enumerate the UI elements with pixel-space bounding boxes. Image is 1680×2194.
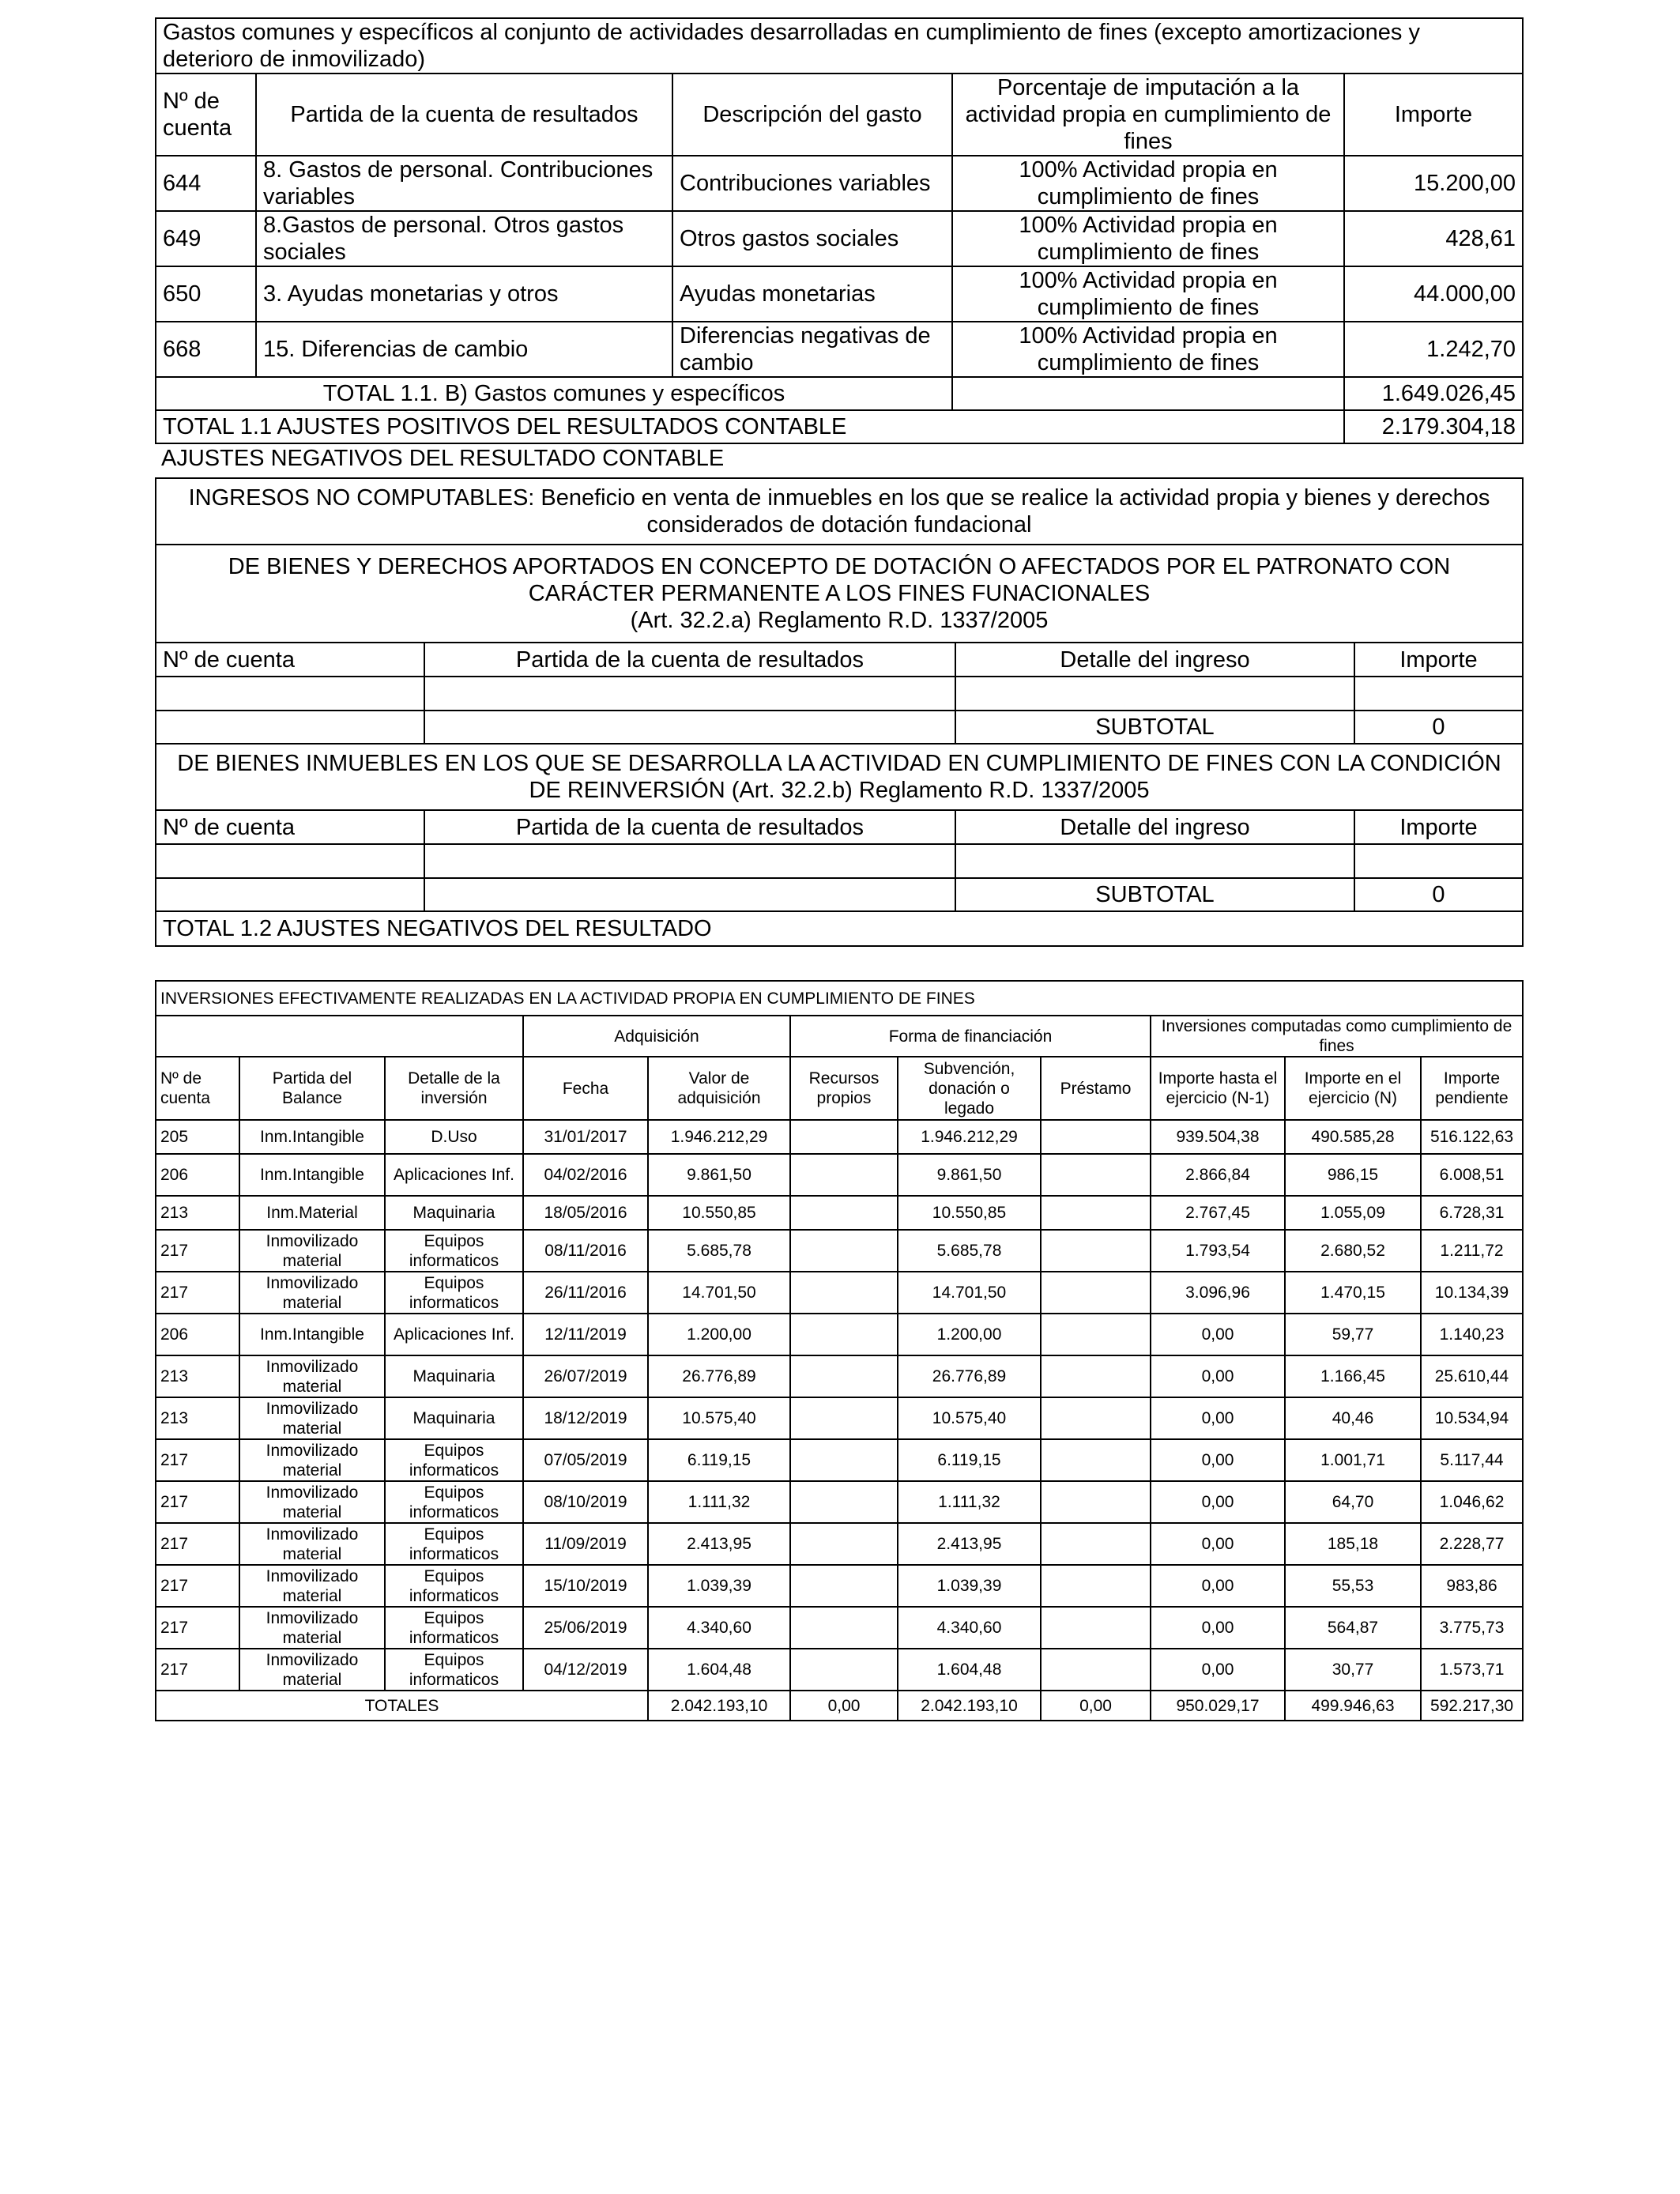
cell-cuenta: 213: [156, 1355, 239, 1397]
subtotal-a-label: SUBTOTAL: [955, 711, 1354, 744]
cell-detalle: Equipos informaticos: [385, 1607, 523, 1649]
cell-partida: Inmovilizado material: [239, 1649, 385, 1691]
subtotal-b-value: 0: [1354, 878, 1523, 911]
cell-ejercicio: 59,77: [1285, 1314, 1421, 1355]
cell-hasta: 0,00: [1151, 1565, 1285, 1607]
cell-hasta: 939.504,38: [1151, 1120, 1285, 1154]
cell-fecha: 07/05/2019: [523, 1439, 648, 1481]
cell-porcentaje: 100% Actividad propia en cumplimiento de fines: [952, 211, 1344, 266]
cell-pendiente: 983,86: [1421, 1565, 1523, 1607]
cell-prestamo: [1041, 1314, 1151, 1355]
cell-prestamo: [1041, 1481, 1151, 1523]
cell-cuenta: 649: [156, 211, 256, 266]
header-fecha: Fecha: [523, 1057, 648, 1120]
seccion-b-title: DE BIENES INMUEBLES EN LOS QUE SE DESARROLLA LA ACTIVIDAD EN CUMPLIMIENTO DE FINES CON LA CONDICIÓN DE REINVERSIÓN (Art. 32.2.b) Reglamento R.D. 1337/2005: [156, 744, 1523, 810]
header-recursos: Recursos propios: [790, 1057, 898, 1120]
cell-detalle: Maquinaria: [385, 1397, 523, 1439]
cell-recursos: [790, 1439, 898, 1481]
header-importe: Importe: [1354, 810, 1523, 844]
ingresos-no-computables-title: INGRESOS NO COMPUTABLES: Beneficio en venta de inmuebles en los que se realice la actividad propia y bienes y derechos considerados de dotación fundacional: [156, 478, 1523, 545]
cell-hasta: 0,00: [1151, 1439, 1285, 1481]
cell-partida: Inm.Intangible: [239, 1154, 385, 1196]
cell-fecha: 08/11/2016: [523, 1230, 648, 1272]
cell-pendiente: 1.046,62: [1421, 1481, 1523, 1523]
cell-partida: 8.Gastos de personal. Otros gastos sociales: [256, 211, 672, 266]
cell-porcentaje: 100% Actividad propia en cumplimiento de fines: [952, 322, 1344, 377]
cell-hasta: 2.767,45: [1151, 1196, 1285, 1230]
cell-pendiente: 516.122,63: [1421, 1120, 1523, 1154]
gastos-section-title: Gastos comunes y específicos al conjunto de actividades desarrolladas en cumplimiento de fines (excepto amortizaciones y deterioro de inmovilizado): [156, 18, 1523, 74]
empty-row: [156, 677, 1523, 711]
cell-subvencion: 9.861,50: [898, 1154, 1041, 1196]
cell-importe: 428,61: [1344, 211, 1523, 266]
cell-partida: Inmovilizado material: [239, 1481, 385, 1523]
cell-detalle: Equipos informaticos: [385, 1523, 523, 1565]
cell-subvencion: 26.776,89: [898, 1355, 1041, 1397]
header-partida: Partida de la cuenta de resultados: [424, 643, 955, 677]
cell-pendiente: 10.134,39: [1421, 1272, 1523, 1314]
table-row: [156, 211, 1523, 266]
inversiones-body: [156, 1120, 1523, 1691]
table-row: [156, 1649, 1523, 1691]
cell-partida: Inmovilizado material: [239, 1439, 385, 1481]
cell-detalle: Equipos informaticos: [385, 1649, 523, 1691]
cell-descripcion: Diferencias negativas de cambio: [672, 322, 952, 377]
cell-detalle: Aplicaciones Inf.: [385, 1314, 523, 1355]
total-b-empty: [952, 377, 1344, 410]
group-adquisicion: Adquisición: [523, 1016, 790, 1057]
cell-fecha: 12/11/2019: [523, 1314, 648, 1355]
cell-recursos: [790, 1196, 898, 1230]
cell-cuenta: 217: [156, 1649, 239, 1691]
cell-cuenta: 213: [156, 1397, 239, 1439]
cell-hasta: 0,00: [1151, 1397, 1285, 1439]
cell-recursos: [790, 1607, 898, 1649]
cell-pendiente: 3.775,73: [1421, 1607, 1523, 1649]
cell-partida: Inmovilizado material: [239, 1355, 385, 1397]
header-cuenta: Nº de cuenta: [156, 810, 424, 844]
cell-recursos: [790, 1314, 898, 1355]
table-row: [156, 1355, 1523, 1397]
cell-partida: Inmovilizado material: [239, 1565, 385, 1607]
cell-subvencion: 2.413,95: [898, 1523, 1041, 1565]
header-valor: Valor de adquisición: [648, 1057, 790, 1120]
cell-ejercicio: 40,46: [1285, 1397, 1421, 1439]
cell-ejercicio: 490.585,28: [1285, 1120, 1421, 1154]
cell-valor: 1.946.212,29: [648, 1120, 790, 1154]
totales-prestamo: 0,00: [1041, 1691, 1151, 1721]
cell-subvencion: 10.575,40: [898, 1397, 1041, 1439]
header-detalle: Detalle del ingreso: [955, 810, 1354, 844]
seccion-a-title-line1: DE BIENES Y DERECHOS APORTADOS EN CONCEPTO DE DOTACIÓN O AFECTADOS POR EL PATRONATO CON CARÁCTER PERMANENTE A LOS FINES FUNACIONALES: [228, 554, 1451, 606]
cell-prestamo: [1041, 1272, 1151, 1314]
header-cuenta: Nº de cuenta: [156, 74, 256, 156]
cell-descripcion: Contribuciones variables: [672, 156, 952, 211]
cell-pendiente: 25.610,44: [1421, 1355, 1523, 1397]
cell-recursos: [790, 1120, 898, 1154]
cell-cuenta: 213: [156, 1196, 239, 1230]
cell-ejercicio: 55,53: [1285, 1565, 1421, 1607]
cell-valor: 6.119,15: [648, 1439, 790, 1481]
cell-ejercicio: 64,70: [1285, 1481, 1421, 1523]
cell-prestamo: [1041, 1230, 1151, 1272]
cell-ejercicio: 30,77: [1285, 1649, 1421, 1691]
cell-recursos: [790, 1230, 898, 1272]
header-detalle: Detalle del ingreso: [955, 643, 1354, 677]
header-detalle: Detalle de la inversión: [385, 1057, 523, 1120]
cell-partida: Inm.Material: [239, 1196, 385, 1230]
cell-pendiente: 6.728,31: [1421, 1196, 1523, 1230]
inversiones-header-row: [156, 1057, 1523, 1120]
cell-hasta: 0,00: [1151, 1481, 1285, 1523]
cell-fecha: 26/07/2019: [523, 1355, 648, 1397]
cell-subvencion: 10.550,85: [898, 1196, 1041, 1230]
ajustes-negativos-table: [155, 477, 1524, 947]
table-row: [156, 1523, 1523, 1565]
empty-row: [156, 844, 1523, 878]
cell-importe: 1.242,70: [1344, 322, 1523, 377]
cell-partida: Inmovilizado material: [239, 1230, 385, 1272]
cell-cuenta: 206: [156, 1154, 239, 1196]
header-importe: Importe: [1344, 74, 1523, 156]
cell-hasta: 3.096,96: [1151, 1272, 1285, 1314]
cell-partida: 8. Gastos de personal. Contribuciones variables: [256, 156, 672, 211]
cell-prestamo: [1041, 1154, 1151, 1196]
cell-partida: 15. Diferencias de cambio: [256, 322, 672, 377]
total-b-label: TOTAL 1.1. B) Gastos comunes y específicos: [156, 377, 952, 410]
header-descripcion: Descripción del gasto: [672, 74, 952, 156]
cell-partida: Inmovilizado material: [239, 1607, 385, 1649]
cell-prestamo: [1041, 1649, 1151, 1691]
totales-row: [156, 1691, 1523, 1721]
cell-ejercicio: 1.001,71: [1285, 1439, 1421, 1481]
totales-valor: 2.042.193,10: [648, 1691, 790, 1721]
table-row: [156, 156, 1523, 211]
header-cuenta: Nº de cuenta: [156, 1057, 239, 1120]
cell-hasta: 0,00: [1151, 1355, 1285, 1397]
cell-recursos: [790, 1154, 898, 1196]
cell-detalle: D.Uso: [385, 1120, 523, 1154]
cell-recursos: [790, 1481, 898, 1523]
header-ejercicio: Importe en el ejercicio (N): [1285, 1057, 1421, 1120]
cell-hasta: 2.866,84: [1151, 1154, 1285, 1196]
header-pendiente: Importe pendiente: [1421, 1057, 1523, 1120]
inversiones-table: [155, 980, 1524, 1721]
cell-hasta: 0,00: [1151, 1649, 1285, 1691]
cell-cuenta: 217: [156, 1230, 239, 1272]
cell-fecha: 31/01/2017: [523, 1120, 648, 1154]
cell-subvencion: 6.119,15: [898, 1439, 1041, 1481]
cell-fecha: 04/12/2019: [523, 1649, 648, 1691]
header-porcentaje: Porcentaje de imputación a la actividad propia en cumplimiento de fines: [952, 74, 1344, 156]
totales-hasta: 950.029,17: [1151, 1691, 1285, 1721]
cell-cuenta: 644: [156, 156, 256, 211]
cell-subvencion: 1.200,00: [898, 1314, 1041, 1355]
cell-fecha: 25/06/2019: [523, 1607, 648, 1649]
totales-ejercicio: 499.946,63: [1285, 1691, 1421, 1721]
cell-partida: 3. Ayudas monetarias y otros: [256, 266, 672, 322]
cell-prestamo: [1041, 1355, 1151, 1397]
cell-valor: 1.604,48: [648, 1649, 790, 1691]
cell-subvencion: 1.111,32: [898, 1481, 1041, 1523]
header-cuenta: Nº de cuenta: [156, 643, 424, 677]
header-importe: Importe: [1354, 643, 1523, 677]
cell-ejercicio: 986,15: [1285, 1154, 1421, 1196]
totales-label: TOTALES: [156, 1691, 648, 1721]
ajustes-negativos-title: AJUSTES NEGATIVOS DEL RESULTADO CONTABLE: [161, 446, 725, 471]
cell-valor: 14.701,50: [648, 1272, 790, 1314]
cell-cuenta: 217: [156, 1565, 239, 1607]
gastos-comunes-table: [155, 17, 1524, 444]
cell-valor: 1.200,00: [648, 1314, 790, 1355]
cell-pendiente: 5.117,44: [1421, 1439, 1523, 1481]
table-row: [156, 1314, 1523, 1355]
cell-valor: 9.861,50: [648, 1154, 790, 1196]
cell-recursos: [790, 1649, 898, 1691]
cell-ejercicio: 564,87: [1285, 1607, 1421, 1649]
cell-porcentaje: 100% Actividad propia en cumplimiento de fines: [952, 156, 1344, 211]
cell-cuenta: 206: [156, 1314, 239, 1355]
cell-ejercicio: 1.166,45: [1285, 1355, 1421, 1397]
total-positivos-value: 2.179.304,18: [1344, 410, 1523, 443]
cell-subvencion: 1.604,48: [898, 1649, 1041, 1691]
cell-subvencion: 5.685,78: [898, 1230, 1041, 1272]
header-partida: Partida de la cuenta de resultados: [424, 810, 955, 844]
cell-ejercicio: 185,18: [1285, 1523, 1421, 1565]
cell-prestamo: [1041, 1196, 1151, 1230]
cell-porcentaje: 100% Actividad propia en cumplimiento de fines: [952, 266, 1344, 322]
cell-detalle: Aplicaciones Inf.: [385, 1154, 523, 1196]
table-row: [156, 1397, 1523, 1439]
cell-valor: 5.685,78: [648, 1230, 790, 1272]
cell-prestamo: [1041, 1120, 1151, 1154]
cell-prestamo: [1041, 1439, 1151, 1481]
cell-valor: 10.550,85: [648, 1196, 790, 1230]
cell-importe: 15.200,00: [1344, 156, 1523, 211]
cell-hasta: 1.793,54: [1151, 1230, 1285, 1272]
seccion-a-title: [156, 545, 1523, 643]
cell-subvencion: 14.701,50: [898, 1272, 1041, 1314]
cell-fecha: 26/11/2016: [523, 1272, 648, 1314]
cell-pendiente: 1.140,23: [1421, 1314, 1523, 1355]
table-row: [156, 1607, 1523, 1649]
cell-detalle: Maquinaria: [385, 1196, 523, 1230]
cell-pendiente: 2.228,77: [1421, 1523, 1523, 1565]
cell-partida: Inmovilizado material: [239, 1272, 385, 1314]
cell-subvencion: 1.946.212,29: [898, 1120, 1041, 1154]
cell-recursos: [790, 1355, 898, 1397]
table-row: [156, 322, 1523, 377]
header-partida: Partida del Balance: [239, 1057, 385, 1120]
seccion-a-title-line2: (Art. 32.2.a) Reglamento R.D. 1337/2005: [630, 608, 1049, 633]
cell-cuenta: 217: [156, 1272, 239, 1314]
cell-valor: 26.776,89: [648, 1355, 790, 1397]
cell-prestamo: [1041, 1523, 1151, 1565]
total-b-value: 1.649.026,45: [1344, 377, 1523, 410]
cell-valor: 1.039,39: [648, 1565, 790, 1607]
table-row: [156, 1272, 1523, 1314]
cell-pendiente: 1.573,71: [1421, 1649, 1523, 1691]
cell-cuenta: 217: [156, 1523, 239, 1565]
cell-pendiente: 6.008,51: [1421, 1154, 1523, 1196]
cell-partida: Inmovilizado material: [239, 1523, 385, 1565]
group-financiacion: Forma de financiación: [790, 1016, 1151, 1057]
cell-subvencion: 4.340,60: [898, 1607, 1041, 1649]
cell-valor: 2.413,95: [648, 1523, 790, 1565]
cell-descripcion: Otros gastos sociales: [672, 211, 952, 266]
cell-descripcion: Ayudas monetarias: [672, 266, 952, 322]
cell-valor: 10.575,40: [648, 1397, 790, 1439]
header-partida: Partida de la cuenta de resultados: [256, 74, 672, 156]
total-positivos-label: TOTAL 1.1 AJUSTES POSITIVOS DEL RESULTADOS CONTABLE: [156, 410, 1344, 443]
inversiones-title: INVERSIONES EFECTIVAMENTE REALIZADAS EN LA ACTIVIDAD PROPIA EN CUMPLIMIENTO DE FINES: [156, 981, 1523, 1016]
header-prestamo: Préstamo: [1041, 1057, 1151, 1120]
table-row: [156, 1481, 1523, 1523]
header-subvencion: Subvención, donación o legado: [898, 1057, 1041, 1120]
cell-cuenta: 205: [156, 1120, 239, 1154]
cell-prestamo: [1041, 1397, 1151, 1439]
cell-prestamo: [1041, 1565, 1151, 1607]
cell-recursos: [790, 1523, 898, 1565]
cell-cuenta: 217: [156, 1607, 239, 1649]
cell-ejercicio: 1.470,15: [1285, 1272, 1421, 1314]
cell-hasta: 0,00: [1151, 1314, 1285, 1355]
cell-fecha: 15/10/2019: [523, 1565, 648, 1607]
cell-cuenta: 217: [156, 1481, 239, 1523]
cell-fecha: 18/12/2019: [523, 1397, 648, 1439]
cell-recursos: [790, 1565, 898, 1607]
cell-partida: Inm.Intangible: [239, 1314, 385, 1355]
totales-subvencion: 2.042.193,10: [898, 1691, 1041, 1721]
table-row: [156, 1154, 1523, 1196]
cell-prestamo: [1041, 1607, 1151, 1649]
cell-detalle: Equipos informaticos: [385, 1565, 523, 1607]
cell-subvencion: 1.039,39: [898, 1565, 1041, 1607]
cell-hasta: 0,00: [1151, 1607, 1285, 1649]
cell-detalle: Equipos informaticos: [385, 1439, 523, 1481]
cell-importe: 44.000,00: [1344, 266, 1523, 322]
cell-ejercicio: 2.680,52: [1285, 1230, 1421, 1272]
cell-detalle: Equipos informaticos: [385, 1481, 523, 1523]
subtotal-b-label: SUBTOTAL: [955, 878, 1354, 911]
cell-cuenta: 668: [156, 322, 256, 377]
cell-valor: 4.340,60: [648, 1607, 790, 1649]
cell-detalle: Maquinaria: [385, 1355, 523, 1397]
table-row: [156, 1230, 1523, 1272]
cell-fecha: 11/09/2019: [523, 1523, 648, 1565]
subtotal-a-value: 0: [1354, 711, 1523, 744]
cell-detalle: Equipos informaticos: [385, 1272, 523, 1314]
cell-hasta: 0,00: [1151, 1523, 1285, 1565]
group-computadas: Inversiones computadas como cumplimiento de fines: [1151, 1016, 1523, 1057]
totales-recursos: 0,00: [790, 1691, 898, 1721]
totales-pendiente: 592.217,30: [1421, 1691, 1523, 1721]
table-row: [156, 1120, 1523, 1154]
total-negativos-label: TOTAL 1.2 AJUSTES NEGATIVOS DEL RESULTADO: [156, 911, 1523, 946]
cell-detalle: Equipos informaticos: [385, 1230, 523, 1272]
cell-pendiente: 10.534,94: [1421, 1397, 1523, 1439]
header-hasta: Importe hasta el ejercicio (N-1): [1151, 1057, 1285, 1120]
cell-partida: Inm.Intangible: [239, 1120, 385, 1154]
cell-cuenta: 217: [156, 1439, 239, 1481]
cell-fecha: 18/05/2016: [523, 1196, 648, 1230]
table-row: [156, 1565, 1523, 1607]
cell-partida: Inmovilizado material: [239, 1397, 385, 1439]
cell-fecha: 08/10/2019: [523, 1481, 648, 1523]
cell-pendiente: 1.211,72: [1421, 1230, 1523, 1272]
table-row: [156, 266, 1523, 322]
table-row: [156, 1439, 1523, 1481]
cell-recursos: [790, 1397, 898, 1439]
cell-fecha: 04/02/2016: [523, 1154, 648, 1196]
cell-ejercicio: 1.055,09: [1285, 1196, 1421, 1230]
cell-cuenta: 650: [156, 266, 256, 322]
cell-recursos: [790, 1272, 898, 1314]
cell-valor: 1.111,32: [648, 1481, 790, 1523]
table-row: [156, 1196, 1523, 1230]
